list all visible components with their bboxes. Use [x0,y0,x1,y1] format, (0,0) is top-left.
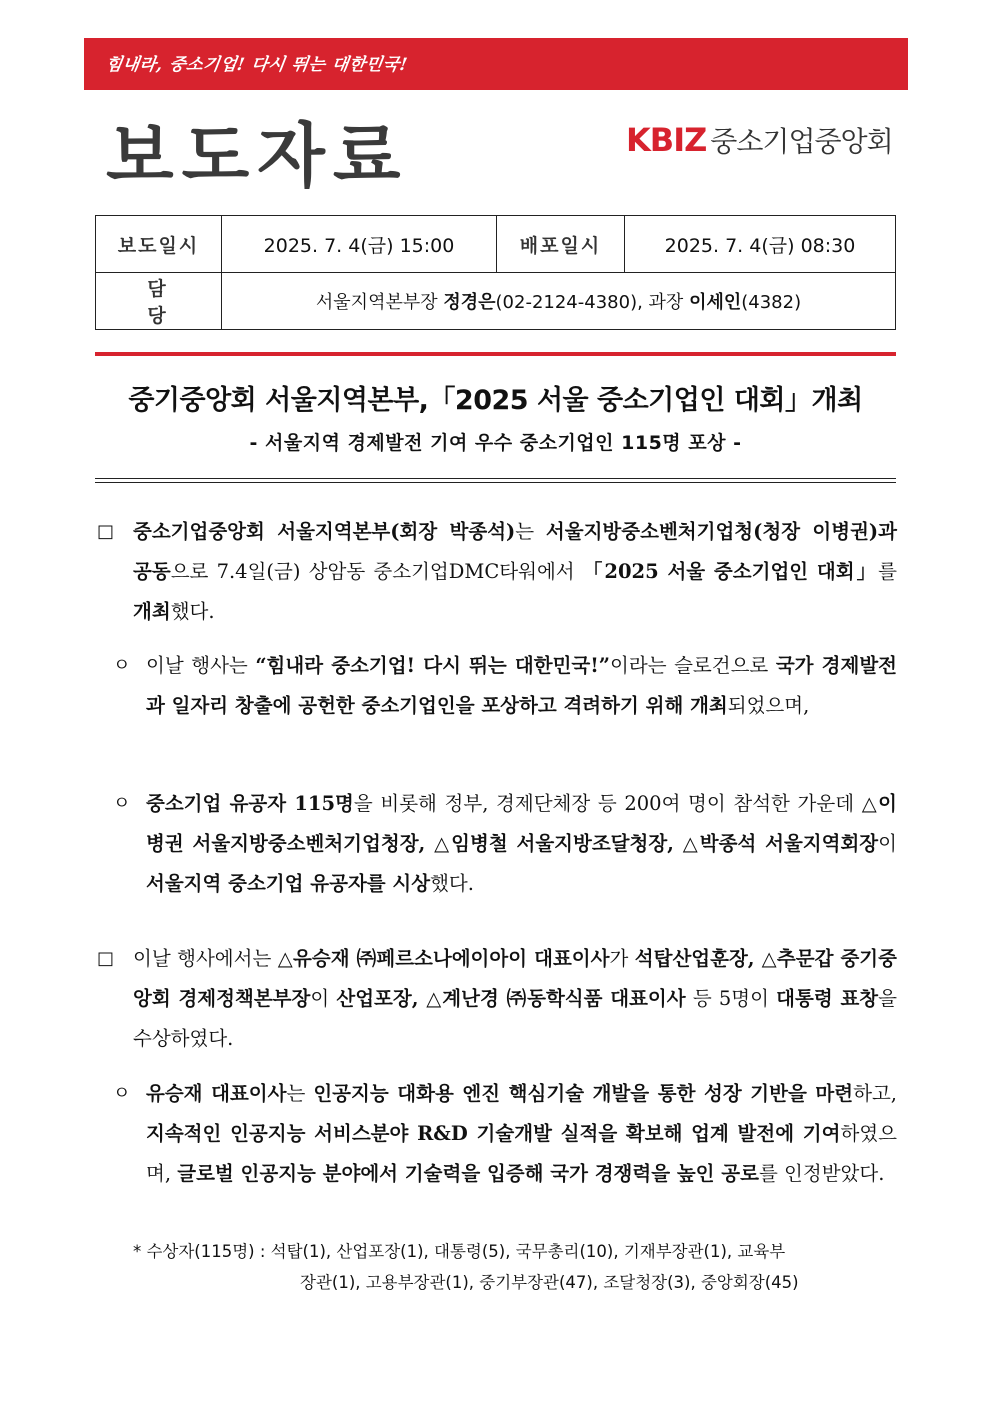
slogan-text: 힘내라, 중소기업! 다시 뛰는 대한민국! [104,55,409,75]
contact-1-phone: (02-2124-4380), [495,292,643,313]
awardee-note-line-1: * 수상자(115명) : 석탑(1), 산업포장(1), 대통령(5), 국무총리(10), 기재부장관(1), 교육부 [133,1242,786,1261]
p2-c: 이라는 슬로건으로 [610,654,776,677]
p3-e: 서울지역 중소기업 유공자를 시상 [146,872,431,895]
headline: 중기중앙회 서울지역본부,「2025 서울 중소기업인 대회」개최 [128,385,863,416]
p1-c: 서울지방중소벤처기업청(청장 이병권)과 공동 [133,520,897,583]
circle-bullet-3: ㅇ [113,1083,131,1104]
circle-bullet-1: ㅇ [113,655,131,676]
p1-a: 중소기업중앙회 서울지역본부(회장 박종석) [133,520,516,543]
p2-e: 되었으며, [727,694,810,717]
paragraph-1 [133,512,897,632]
red-divider [95,352,896,356]
p4-e: 이 [310,987,337,1010]
p1-e: 「2025 서울 중소기업인 대회」 [582,560,879,583]
report-date-value: 2025. 7. 4(금) 15:00 [222,216,497,273]
report-date-label: 보도일시 [96,216,222,273]
p3-d: 이 [878,832,897,855]
p5-d: 하고, [853,1082,897,1105]
p5-a: 유승재 대표이사 [146,1082,287,1105]
p5-c: 인공지능 대화용 엔진 핵심기술 개발을 통한 성장 기반을 마련 [313,1082,854,1105]
distribute-date-label: 배포일시 [497,216,625,273]
p3-b: 을 비롯해 정부, 경제단체장 등 200여 명이 참석한 가운데 [353,792,862,815]
contact-2-name: 이세인 [689,292,742,313]
p4-f: 산업포장, △계난경 ㈜동학식품 대표이사 [336,987,686,1010]
double-divider [95,478,896,483]
p3-a: 중소기업 유공자 115명 [146,792,354,815]
p2-a: 이날 행사는 [146,654,256,677]
p4-c: 가 [609,947,635,970]
contact-2-phone: (4382) [741,292,802,313]
p3-c: △이병권 서울지방중소벤처기업청장, △임병철 서울지방조달청장, △박종석 서울지역회장 [146,792,897,855]
p4-i: 을 수상하였다. [133,987,897,1050]
p2-d: 국가 경제발전과 일자리 창출에 공헌한 중소기업인을 포상하고 격려하기 위해 개최 [146,654,897,717]
page-title: 보도자료 [106,115,409,197]
logo-mark: KBIZ [626,121,707,159]
info-row-contact [96,273,896,330]
release-info-table [95,215,896,330]
circle-bullet-2: ㅇ [113,793,131,814]
p5-e: 지속적인 인공지능 서비스분야 R&D 기술개발 실적을 확보해 업계 발전에 기여 [146,1122,841,1145]
p4-d: 석탑산업훈장, △추문갑 중기중앙회 경제정책본부장 [133,947,897,1010]
p1-f: 를 [878,560,897,583]
p1-b: 는 [515,520,546,543]
p5-h: 를 인정받았다. [758,1162,885,1185]
subheadline: - 서울지역 경제발전 기여 우수 중소기업인 115명 포상 - [249,432,742,454]
p5-g: 글로벌 인공지능 분야에서 기술력을 입증해 국가 경쟁력을 높인 공로 [177,1162,759,1185]
paragraph-2 [146,646,897,726]
p2-b: “힘내라 중소기업! 다시 뛰는 대한민국!” [255,654,611,677]
contact-2-title: 과장 [648,292,684,313]
contact-value [222,273,896,330]
slogan-banner [84,38,908,90]
distribute-date-value: 2025. 7. 4(금) 08:30 [625,216,896,273]
p1-g: 개최 [133,600,171,623]
square-bullet-1: □ [97,521,115,542]
p1-h: 했다. [170,600,215,623]
info-row-dates [96,216,896,273]
p4-b: △유승재 ㈜페르소나에이아이 대표이사 [277,947,610,970]
p5-f: 하였으며, [146,1122,897,1185]
paragraph-3 [146,784,897,904]
contact-1-name: 정경은 [443,292,496,313]
contact-label: 담 당 [96,273,222,330]
awardee-note-line-2: 장관(1), 고용부장관(1), 중기부장관(47), 조달청장(3), 중앙회장(45) [300,1273,799,1292]
p4-g: 등 5명이 [685,987,777,1010]
p4-a: 이날 행사에서는 [133,947,278,970]
p3-f: 했다. [430,872,474,895]
p1-d: 으로 7.4일(금) 상암동 중소기업DMC타워에서 [170,560,583,583]
logo-name: 중소기업중앙회 [710,125,893,158]
kbiz-logo [626,120,893,160]
contact-1-title: 서울지역본부장 [315,292,438,313]
square-bullet-2: □ [97,948,115,969]
paragraph-5 [146,1074,897,1194]
paragraph-4 [133,939,897,1059]
p5-b: 는 [286,1082,314,1105]
p4-h: 대통령 표창 [776,987,879,1010]
